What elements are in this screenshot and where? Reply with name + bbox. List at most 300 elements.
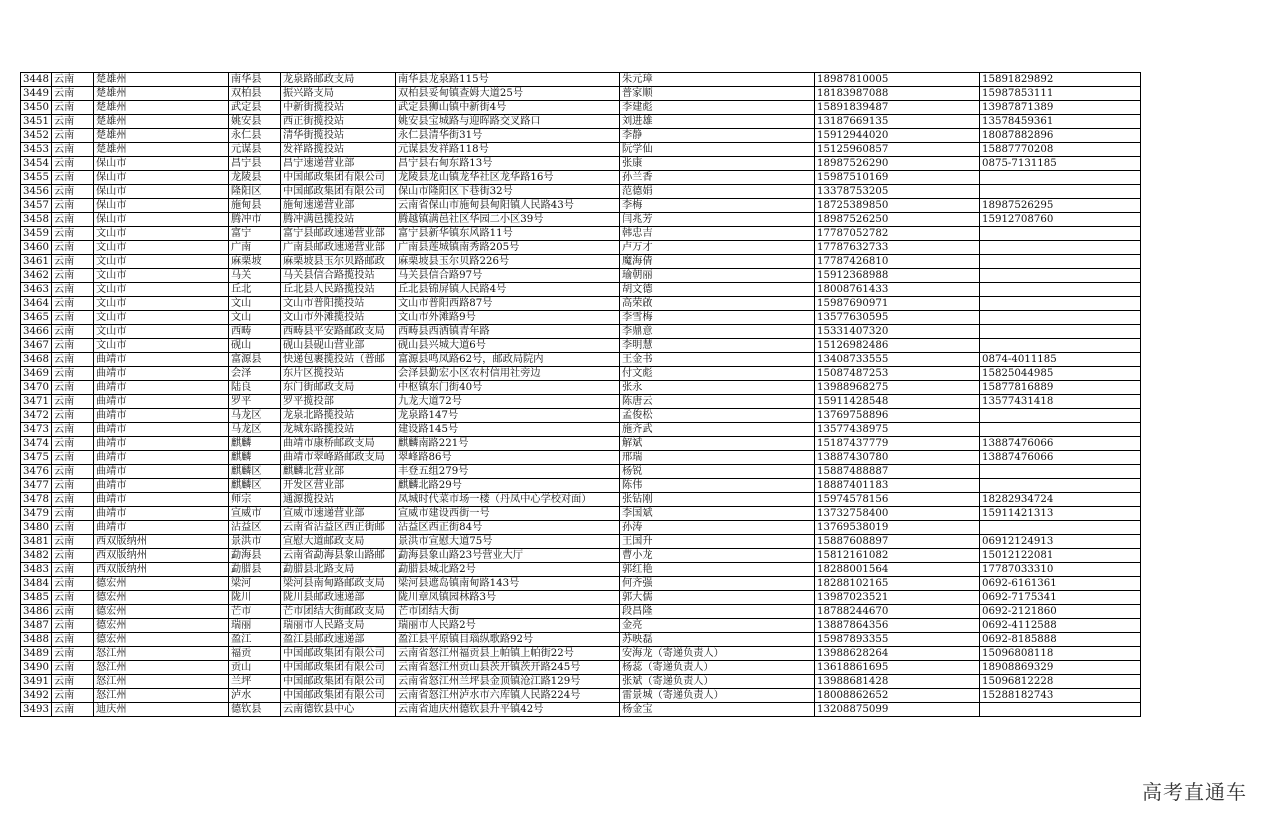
city-cell: 西双版纳州 xyxy=(94,563,229,577)
address-cell: 武定县狮山镇中新街4号 xyxy=(396,101,620,115)
county-cell: 瑞丽 xyxy=(229,619,281,633)
alt-phone-cell xyxy=(980,255,1141,269)
office-name-cell: 开发区营业部 xyxy=(281,479,396,493)
alt-phone-cell: 0874-4011185 xyxy=(980,353,1141,367)
alt-phone-cell: 18908869329 xyxy=(980,661,1141,675)
office-name-cell: 文山市外滩揽投站 xyxy=(281,311,396,325)
city-cell: 曲靖市 xyxy=(94,493,229,507)
office-name-cell: 龙泉路邮政支局 xyxy=(281,73,396,87)
city-cell: 怒江州 xyxy=(94,675,229,689)
alt-phone-cell xyxy=(980,297,1141,311)
province-cell: 云南 xyxy=(52,521,94,535)
table-row xyxy=(21,269,1141,283)
phone-cell: 13577438975 xyxy=(815,423,980,437)
county-cell: 勐腊县 xyxy=(229,563,281,577)
row-number-cell: 3461 xyxy=(21,255,52,269)
address-cell: 富宁县新华镇东风路11号 xyxy=(396,227,620,241)
province-cell: 云南 xyxy=(52,633,94,647)
alt-phone-cell: 13577431418 xyxy=(980,395,1141,409)
address-cell: 丰登五组279号 xyxy=(396,465,620,479)
row-number-cell: 3479 xyxy=(21,507,52,521)
table-row xyxy=(21,143,1141,157)
city-cell: 迪庆州 xyxy=(94,703,229,717)
province-cell: 云南 xyxy=(52,143,94,157)
office-name-cell: 曲靖市康桥邮政支局 xyxy=(281,437,396,451)
table-row xyxy=(21,521,1141,535)
alt-phone-cell xyxy=(980,269,1141,283)
city-cell: 德宏州 xyxy=(94,605,229,619)
city-cell: 曲靖市 xyxy=(94,381,229,395)
alt-phone-cell: 15987853111 xyxy=(980,87,1141,101)
city-cell: 文山市 xyxy=(94,339,229,353)
alt-phone-cell: 15891829892 xyxy=(980,73,1141,87)
office-name-cell: 广南县邮政速递营业部 xyxy=(281,241,396,255)
city-cell: 保山市 xyxy=(94,171,229,185)
address-cell: 南华县龙泉路115号 xyxy=(396,73,620,87)
alt-phone-cell: 15096812228 xyxy=(980,675,1141,689)
city-cell: 保山市 xyxy=(94,213,229,227)
phone-cell: 15087487253 xyxy=(815,367,980,381)
office-name-cell: 宣威市速递营业部 xyxy=(281,507,396,521)
address-cell: 云南省怒江州兰坪县金顶镇沧江路129号 xyxy=(396,675,620,689)
table-row xyxy=(21,297,1141,311)
row-number-cell: 3458 xyxy=(21,213,52,227)
city-cell: 曲靖市 xyxy=(94,479,229,493)
county-cell: 贡山 xyxy=(229,661,281,675)
table-row xyxy=(21,605,1141,619)
table-row xyxy=(21,703,1141,717)
county-cell: 南华县 xyxy=(229,73,281,87)
office-name-cell: 中国邮政集团有限公司 xyxy=(281,171,396,185)
row-number-cell: 3459 xyxy=(21,227,52,241)
row-number-cell: 3473 xyxy=(21,423,52,437)
province-cell: 云南 xyxy=(52,311,94,325)
row-number-cell: 3475 xyxy=(21,451,52,465)
row-number-cell: 3467 xyxy=(21,339,52,353)
office-name-cell: 快递包裹揽投站（普邮 xyxy=(281,353,396,367)
province-cell: 云南 xyxy=(52,535,94,549)
contact-name-cell: 范德娟 xyxy=(620,185,815,199)
table-row xyxy=(21,283,1141,297)
office-name-cell: 麻栗坡县玉尔贝路邮政 xyxy=(281,255,396,269)
city-cell: 文山市 xyxy=(94,227,229,241)
address-cell: 麻栗坡县玉尔贝路226号 xyxy=(396,255,620,269)
county-cell: 隆阳区 xyxy=(229,185,281,199)
alt-phone-cell xyxy=(980,325,1141,339)
alt-phone-cell: 15825044985 xyxy=(980,367,1141,381)
row-number-cell: 3465 xyxy=(21,311,52,325)
city-cell: 文山市 xyxy=(94,255,229,269)
row-number-cell: 3482 xyxy=(21,549,52,563)
county-cell: 广南 xyxy=(229,241,281,255)
office-name-cell: 砚山县砚山营业部 xyxy=(281,339,396,353)
contact-name-cell: 胡文德 xyxy=(620,283,815,297)
contact-name-cell: 雷景城（寄递负责人） xyxy=(620,689,815,703)
office-name-cell: 陇川县邮政速递部 xyxy=(281,591,396,605)
province-cell: 云南 xyxy=(52,353,94,367)
address-cell: 龙泉路147号 xyxy=(396,409,620,423)
row-number-cell: 3469 xyxy=(21,367,52,381)
table-row xyxy=(21,423,1141,437)
office-name-cell: 中国邮政集团有限公司 xyxy=(281,689,396,703)
alt-phone-cell xyxy=(980,171,1141,185)
contact-name-cell: 金亮 xyxy=(620,619,815,633)
province-cell: 云南 xyxy=(52,255,94,269)
phone-cell: 17787632733 xyxy=(815,241,980,255)
province-cell: 云南 xyxy=(52,283,94,297)
alt-phone-cell: 13887476066 xyxy=(980,437,1141,451)
province-cell: 云南 xyxy=(52,577,94,591)
contact-name-cell: 张钻刚 xyxy=(620,493,815,507)
alt-phone-cell xyxy=(980,423,1141,437)
contact-name-cell: 朱元璋 xyxy=(620,73,815,87)
province-cell: 云南 xyxy=(52,549,94,563)
county-cell: 龙陵县 xyxy=(229,171,281,185)
alt-phone-cell: 13887476066 xyxy=(980,451,1141,465)
phone-cell: 13408733555 xyxy=(815,353,980,367)
alt-phone-cell xyxy=(980,339,1141,353)
phone-cell: 13988968275 xyxy=(815,381,980,395)
city-cell: 西双版纳州 xyxy=(94,535,229,549)
table-row xyxy=(21,87,1141,101)
phone-cell: 15911428548 xyxy=(815,395,980,409)
office-name-cell: 中国邮政集团有限公司 xyxy=(281,647,396,661)
phone-cell: 18788244670 xyxy=(815,605,980,619)
table-row xyxy=(21,535,1141,549)
office-name-cell: 振兴路支局 xyxy=(281,87,396,101)
phone-cell: 15887608897 xyxy=(815,535,980,549)
province-cell: 云南 xyxy=(52,465,94,479)
city-cell: 德宏州 xyxy=(94,591,229,605)
alt-phone-cell xyxy=(980,311,1141,325)
address-cell: 芒市团结大街 xyxy=(396,605,620,619)
county-cell: 丘北 xyxy=(229,283,281,297)
address-cell: 云南省保山市施甸县甸阳镇人民路43号 xyxy=(396,199,620,213)
office-name-cell: 昌宁速递营业部 xyxy=(281,157,396,171)
row-number-cell: 3449 xyxy=(21,87,52,101)
province-cell: 云南 xyxy=(52,619,94,633)
alt-phone-cell: 15912708760 xyxy=(980,213,1141,227)
county-cell: 施甸县 xyxy=(229,199,281,213)
province-cell: 云南 xyxy=(52,213,94,227)
table-row xyxy=(21,325,1141,339)
row-number-cell: 3460 xyxy=(21,241,52,255)
phone-cell: 13769538019 xyxy=(815,521,980,535)
province-cell: 云南 xyxy=(52,507,94,521)
county-cell: 麒麟区 xyxy=(229,479,281,493)
table-row xyxy=(21,647,1141,661)
table-row xyxy=(21,367,1141,381)
address-cell: 瑞丽市人民路2号 xyxy=(396,619,620,633)
address-cell: 昌宁县右甸东路13号 xyxy=(396,157,620,171)
phone-cell: 18987526290 xyxy=(815,157,980,171)
province-cell: 云南 xyxy=(52,493,94,507)
contact-name-cell: 卢万才 xyxy=(620,241,815,255)
contact-name-cell: 孙兰香 xyxy=(620,171,815,185)
city-cell: 西双版纳州 xyxy=(94,549,229,563)
contact-name-cell: 曹小龙 xyxy=(620,549,815,563)
contact-name-cell: 李静 xyxy=(620,129,815,143)
city-cell: 怒江州 xyxy=(94,661,229,675)
row-number-cell: 3477 xyxy=(21,479,52,493)
office-name-cell: 东片区揽投站 xyxy=(281,367,396,381)
row-number-cell: 3466 xyxy=(21,325,52,339)
phone-cell: 13988681428 xyxy=(815,675,980,689)
alt-phone-cell: 15012122081 xyxy=(980,549,1141,563)
contact-name-cell: 李鼎意 xyxy=(620,325,815,339)
province-cell: 云南 xyxy=(52,325,94,339)
office-name-cell: 通源揽投站 xyxy=(281,493,396,507)
address-cell: 文山市外滩路9号 xyxy=(396,311,620,325)
contact-name-cell: 郭红艳 xyxy=(620,563,815,577)
row-number-cell: 3453 xyxy=(21,143,52,157)
city-cell: 文山市 xyxy=(94,325,229,339)
table-row xyxy=(21,689,1141,703)
county-cell: 马关 xyxy=(229,269,281,283)
county-cell: 文山 xyxy=(229,311,281,325)
row-number-cell: 3457 xyxy=(21,199,52,213)
city-cell: 曲靖市 xyxy=(94,367,229,381)
table-row xyxy=(21,591,1141,605)
phone-cell: 13378753205 xyxy=(815,185,980,199)
table-row xyxy=(21,213,1141,227)
city-cell: 楚雄州 xyxy=(94,115,229,129)
city-cell: 楚雄州 xyxy=(94,143,229,157)
province-cell: 云南 xyxy=(52,185,94,199)
table-row xyxy=(21,437,1141,451)
province-cell: 云南 xyxy=(52,381,94,395)
contact-name-cell: 普家顺 xyxy=(620,87,815,101)
phone-cell: 17787426810 xyxy=(815,255,980,269)
address-cell: 丘北县锦屏镇人民路4号 xyxy=(396,283,620,297)
county-cell: 富宁 xyxy=(229,227,281,241)
province-cell: 云南 xyxy=(52,689,94,703)
address-cell: 麒麟南路221号 xyxy=(396,437,620,451)
county-cell: 麒麟 xyxy=(229,451,281,465)
alt-phone-cell xyxy=(980,465,1141,479)
address-cell: 姚安县宝城路与迎晖路交叉路口 xyxy=(396,115,620,129)
province-cell: 云南 xyxy=(52,171,94,185)
office-name-cell: 西正街揽投站 xyxy=(281,115,396,129)
county-cell: 宣威市 xyxy=(229,507,281,521)
province-cell: 云南 xyxy=(52,437,94,451)
county-cell: 姚安县 xyxy=(229,115,281,129)
address-cell: 宣威市建设西街一号 xyxy=(396,507,620,521)
contact-name-cell: 陈唐云 xyxy=(620,395,815,409)
office-name-cell: 龙泉北路揽投站 xyxy=(281,409,396,423)
city-cell: 保山市 xyxy=(94,199,229,213)
row-number-cell: 3468 xyxy=(21,353,52,367)
phone-cell: 13732758400 xyxy=(815,507,980,521)
address-cell: 勐海县象山路23号营业大厅 xyxy=(396,549,620,563)
office-name-cell: 罗平揽投部 xyxy=(281,395,396,409)
province-cell: 云南 xyxy=(52,339,94,353)
row-number-cell: 3480 xyxy=(21,521,52,535)
province-cell: 云南 xyxy=(52,269,94,283)
row-number-cell: 3485 xyxy=(21,591,52,605)
contact-name-cell: 杨金宝 xyxy=(620,703,815,717)
county-cell: 泸水 xyxy=(229,689,281,703)
alt-phone-cell: 15911421313 xyxy=(980,507,1141,521)
county-cell: 富源县 xyxy=(229,353,281,367)
table-row xyxy=(21,479,1141,493)
alt-phone-cell: 06912124913 xyxy=(980,535,1141,549)
table-row xyxy=(21,185,1141,199)
office-name-cell: 中国邮政集团有限公司 xyxy=(281,675,396,689)
table-row xyxy=(21,577,1141,591)
row-number-cell: 3450 xyxy=(21,101,52,115)
phone-cell: 15126982486 xyxy=(815,339,980,353)
county-cell: 德钦县 xyxy=(229,703,281,717)
address-cell: 腾越镇满邑社区华园二小区39号 xyxy=(396,213,620,227)
province-cell: 云南 xyxy=(52,395,94,409)
table-row xyxy=(21,241,1141,255)
province-cell: 云南 xyxy=(52,297,94,311)
phone-cell: 15974578156 xyxy=(815,493,980,507)
row-number-cell: 3462 xyxy=(21,269,52,283)
phone-cell: 13208875099 xyxy=(815,703,980,717)
phone-cell: 15887488887 xyxy=(815,465,980,479)
office-name-cell: 中国邮政集团有限公司 xyxy=(281,661,396,675)
table-row xyxy=(21,171,1141,185)
phone-cell: 13887864356 xyxy=(815,619,980,633)
county-cell: 景洪市 xyxy=(229,535,281,549)
county-cell: 砚山 xyxy=(229,339,281,353)
province-cell: 云南 xyxy=(52,647,94,661)
city-cell: 文山市 xyxy=(94,297,229,311)
phone-cell: 13187669135 xyxy=(815,115,980,129)
contact-name-cell: 孙涛 xyxy=(620,521,815,535)
table-row xyxy=(21,311,1141,325)
city-cell: 曲靖市 xyxy=(94,521,229,535)
contact-name-cell: 付文彪 xyxy=(620,367,815,381)
county-cell: 麻栗坡 xyxy=(229,255,281,269)
county-cell: 文山 xyxy=(229,297,281,311)
table-row xyxy=(21,507,1141,521)
address-cell: 云南省怒江州贡山县茨开镇茨开路245号 xyxy=(396,661,620,675)
row-number-cell: 3486 xyxy=(21,605,52,619)
province-cell: 云南 xyxy=(52,367,94,381)
contact-name-cell: 李国斌 xyxy=(620,507,815,521)
contact-name-cell: 郭大儒 xyxy=(620,591,815,605)
phone-cell: 15987510169 xyxy=(815,171,980,185)
city-cell: 德宏州 xyxy=(94,633,229,647)
alt-phone-cell: 15887770208 xyxy=(980,143,1141,157)
alt-phone-cell: 18087882896 xyxy=(980,129,1141,143)
office-name-cell: 马关县信合路揽投站 xyxy=(281,269,396,283)
contact-name-cell: 陈伟 xyxy=(620,479,815,493)
city-cell: 文山市 xyxy=(94,283,229,297)
contact-name-cell: 王国升 xyxy=(620,535,815,549)
alt-phone-cell xyxy=(980,521,1141,535)
address-cell: 保山市隆阳区下巷街32号 xyxy=(396,185,620,199)
table-body xyxy=(21,73,1141,717)
city-cell: 德宏州 xyxy=(94,577,229,591)
county-cell: 西畴 xyxy=(229,325,281,339)
address-cell: 永仁县清华街31号 xyxy=(396,129,620,143)
alt-phone-cell: 13987871389 xyxy=(980,101,1141,115)
office-name-cell: 丘北县人民路揽投站 xyxy=(281,283,396,297)
county-cell: 马龙区 xyxy=(229,423,281,437)
table-row xyxy=(21,157,1141,171)
province-cell: 云南 xyxy=(52,73,94,87)
table-row xyxy=(21,73,1141,87)
office-name-cell: 盈江县邮政速递部 xyxy=(281,633,396,647)
county-cell: 沾益区 xyxy=(229,521,281,535)
table-row xyxy=(21,549,1141,563)
county-cell: 麒麟区 xyxy=(229,465,281,479)
contact-name-cell: 李明慧 xyxy=(620,339,815,353)
office-name-cell: 文山市普阳揽投站 xyxy=(281,297,396,311)
phone-cell: 13987023521 xyxy=(815,591,980,605)
office-name-cell: 曲靖市翠峰路邮政支局 xyxy=(281,451,396,465)
table-row xyxy=(21,661,1141,675)
office-name-cell: 龙城东路揽投站 xyxy=(281,423,396,437)
city-cell: 文山市 xyxy=(94,269,229,283)
county-cell: 元谋县 xyxy=(229,143,281,157)
county-cell: 福贡 xyxy=(229,647,281,661)
row-number-cell: 3456 xyxy=(21,185,52,199)
province-cell: 云南 xyxy=(52,115,94,129)
province-cell: 云南 xyxy=(52,703,94,717)
city-cell: 曲靖市 xyxy=(94,395,229,409)
contact-name-cell: 施齐武 xyxy=(620,423,815,437)
row-number-cell: 3470 xyxy=(21,381,52,395)
row-number-cell: 3493 xyxy=(21,703,52,717)
alt-phone-cell: 0692-4112588 xyxy=(980,619,1141,633)
table-row xyxy=(21,199,1141,213)
city-cell: 曲靖市 xyxy=(94,437,229,451)
row-number-cell: 3452 xyxy=(21,129,52,143)
contact-name-cell: 韩忠吉 xyxy=(620,227,815,241)
address-cell: 西畴县西洒镇青年路 xyxy=(396,325,620,339)
contact-name-cell: 张康 xyxy=(620,157,815,171)
table-row xyxy=(21,563,1141,577)
contact-name-cell: 苏映磊 xyxy=(620,633,815,647)
contact-name-cell: 解斌 xyxy=(620,437,815,451)
contact-name-cell: 张斌（寄递负责人） xyxy=(620,675,815,689)
alt-phone-cell xyxy=(980,479,1141,493)
row-number-cell: 3471 xyxy=(21,395,52,409)
row-number-cell: 3451 xyxy=(21,115,52,129)
office-name-cell: 勐腊县北路支局 xyxy=(281,563,396,577)
city-cell: 德宏州 xyxy=(94,619,229,633)
province-cell: 云南 xyxy=(52,101,94,115)
address-cell: 云南省迪庆州德钦县升平镇42号 xyxy=(396,703,620,717)
phone-cell: 13577630595 xyxy=(815,311,980,325)
alt-phone-cell: 15096808118 xyxy=(980,647,1141,661)
contact-name-cell: 段昌隆 xyxy=(620,605,815,619)
county-cell: 武定县 xyxy=(229,101,281,115)
address-cell: 沾益区西正街84号 xyxy=(396,521,620,535)
province-cell: 云南 xyxy=(52,227,94,241)
city-cell: 曲靖市 xyxy=(94,353,229,367)
alt-phone-cell xyxy=(980,241,1141,255)
office-name-cell: 梁河县南甸路邮政支局 xyxy=(281,577,396,591)
contact-name-cell: 杨锐 xyxy=(620,465,815,479)
province-cell: 云南 xyxy=(52,409,94,423)
office-name-cell: 清华街揽投站 xyxy=(281,129,396,143)
address-cell: 盈江县平原镇目瑙纵歌路92号 xyxy=(396,633,620,647)
address-cell: 富源县鸣凤路62号，邮政局院内 xyxy=(396,353,620,367)
phone-cell: 15912368988 xyxy=(815,269,980,283)
table-row xyxy=(21,101,1141,115)
address-cell: 文山市普阳西路87号 xyxy=(396,297,620,311)
row-number-cell: 3488 xyxy=(21,633,52,647)
contact-name-cell: 王金书 xyxy=(620,353,815,367)
contact-name-cell: 杨蕊（寄递负责人） xyxy=(620,661,815,675)
county-cell: 陇川 xyxy=(229,591,281,605)
